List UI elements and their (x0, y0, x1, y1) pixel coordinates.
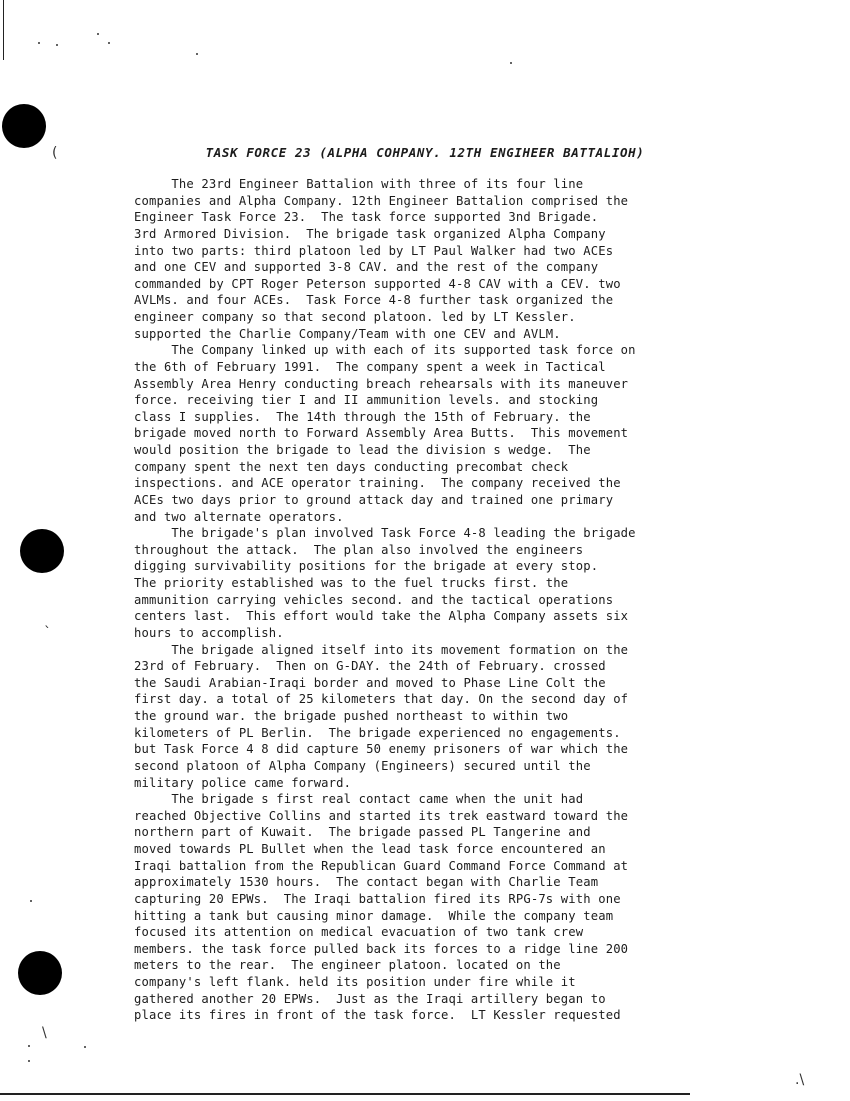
scan-speck (97, 33, 99, 35)
text-line: hitting a tank but causing minor damage. While the company team (134, 908, 614, 923)
scan-speck (510, 62, 512, 64)
text-line: brigade moved north to Forward Assembly Area Butts. This movement (134, 426, 629, 441)
scan-speck (56, 44, 58, 46)
punch-hole-middle (20, 529, 64, 573)
text-line: Engineer Task Force 23. The task force supported 3nd Brigade. (134, 210, 599, 225)
page-title: TASK FORCE 23 (ALPHA COHPANY. 12TH ENGIHEER BATTALIOH) (205, 145, 645, 160)
body-text (134, 176, 694, 1024)
text-line: engineer company so that second platoon. led by LT Kessler. (134, 310, 576, 324)
scan-speck (28, 1045, 30, 1047)
text-line: The brigade s first real contact came when the unit had (134, 792, 584, 807)
text-line: ACEs two days prior to ground attack day and trained one primary (134, 492, 614, 507)
text-line: meters to the rear. The engineer platoon. located on the (134, 958, 561, 973)
scan-speck (196, 53, 198, 55)
text-line: reached Objective Collins and started its trek eastward toward the (134, 808, 629, 823)
margin-mark: .\ (795, 1072, 805, 1088)
scan-speck (28, 1060, 30, 1062)
text-line: companies and Alpha Company. 12th Engineer Battalion comprised the (134, 193, 629, 208)
scan-speck (84, 1046, 86, 1048)
text-line: the 6th of February 1991. The company spent a week in Tactical (134, 359, 606, 374)
text-line: supported the Charlie Company/Team with one CEV and AVLM. (134, 326, 561, 341)
margin-mark: \ (42, 1025, 47, 1041)
text-line: digging survivability positions for the brigade at every stop. (134, 559, 599, 574)
text-line: kilometers of PL Berlin. The brigade experienced no engagements. (134, 725, 621, 740)
text-line: inspections. and ACE operator training. The company received the (134, 476, 621, 491)
text-line: centers last. This effort would take the Alpha Company assets six (134, 609, 629, 624)
text-line: first day. a total of 25 kilometers that day. On the second day of (134, 692, 629, 707)
margin-mark: ` (44, 625, 51, 641)
scan-speck (38, 42, 40, 44)
text-line: The brigade's plan involved Task Force 4-8 leading the brigade (134, 526, 636, 541)
text-line: ammunition carrying vehicles second. and the tactical operations (134, 592, 614, 607)
text-line: gathered another 20 EPWs. Just as the Iraqi artillery began to (134, 991, 606, 1006)
text-line: the Saudi Arabian-Iraqi border and moved to Phase Line Colt the (134, 675, 606, 690)
text-line: place its fires in front of the task force. LT Kessler requested (134, 1008, 621, 1023)
text-line: second platoon of Alpha Company (Engineers) secured until the (134, 758, 591, 773)
text-line: force. receiving tier I and II ammunition levels. and stocking (134, 393, 599, 408)
text-line: class I supplies. The 14th through the 15th of February. the (134, 409, 591, 424)
punch-hole-bottom (18, 951, 62, 995)
text-line: throughout the attack. The plan also involved the engineers (134, 542, 584, 557)
bottom-edge-line (0, 1093, 690, 1095)
text-line: Assembly Area Henry conducting breach rehearsals with its maneuver (134, 376, 629, 391)
text-line: The brigade aligned itself into its movement formation on the (134, 642, 629, 657)
text-line: but Task Force 4 8 did capture 50 enemy prisoners of war which the (134, 742, 629, 757)
scan-speck (108, 42, 110, 44)
text-line: and one CEV and supported 3-8 CAV. and the rest of the company (134, 260, 599, 275)
text-line: military police came forward. (134, 775, 352, 790)
text-line: 23rd of February. Then on G-DAY. the 24th of February. crossed (134, 659, 606, 674)
text-line: into two parts: third platoon led by LT Paul Walker had two ACEs (134, 243, 614, 258)
text-line: The Company linked up with each of its supported task force on (134, 343, 636, 358)
margin-mark: ( (52, 145, 58, 161)
text-line: the ground war. the brigade pushed northeast to within two (134, 709, 569, 723)
text-line: northern part of Kuwait. The brigade passed PL Tangerine and (134, 825, 591, 840)
text-line: approximately 1530 hours. The contact began with Charlie Team (134, 875, 599, 890)
punch-hole-top (2, 104, 46, 148)
text-line: The 23rd Engineer Battalion with three of its four line (134, 177, 584, 191)
text-line: AVLMs. and four ACEs. Task Force 4-8 further task organized the (134, 293, 614, 308)
text-line: The priority established was to the fuel trucks first. the (134, 576, 569, 590)
text-line: commanded by CPT Roger Peterson supported 4-8 CAV with a CEV. two (134, 276, 621, 291)
text-line: members. the task force pulled back its forces to a ridge line 200 (134, 941, 629, 956)
text-line: 3rd Armored Division. The brigade task organized Alpha Company (134, 226, 606, 241)
left-edge-line (3, 0, 4, 60)
text-line: company's left flank. held its position under fire while it (134, 975, 576, 989)
text-line: moved towards PL Bullet when the lead task force encountered an (134, 842, 606, 856)
text-line: would position the brigade to lead the division s wedge. The (134, 443, 591, 457)
scan-speck (30, 900, 32, 902)
text-line: focused its attention on medical evacuation of two tank crew (134, 925, 584, 940)
text-line: hours to accomplish. (134, 625, 284, 640)
text-line: company spent the next ten days conducting precombat check (134, 459, 569, 474)
text-line: capturing 20 EPWs. The Iraqi battalion fired its RPG-7s with one (134, 891, 621, 906)
text-line: Iraqi battalion from the Republican Guard Command Force Command at (134, 858, 629, 873)
text-line: and two alternate operators. (134, 509, 344, 524)
